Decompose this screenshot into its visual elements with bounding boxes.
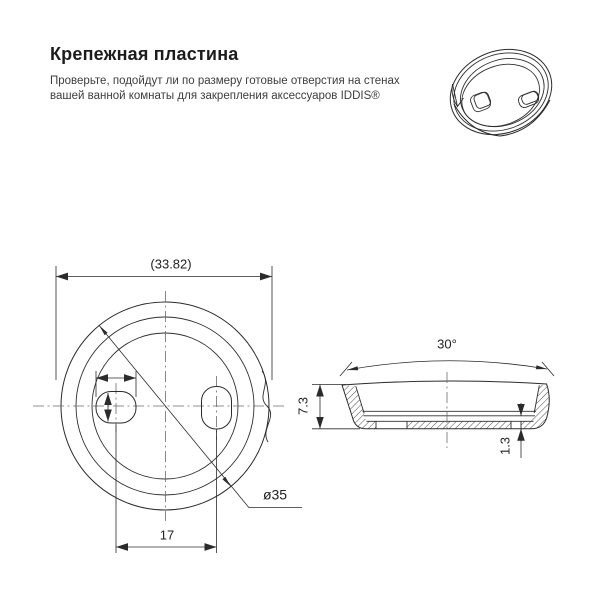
bottom-section (407, 421, 511, 429)
top-surface (342, 381, 547, 385)
left-wall-section (342, 385, 376, 429)
hole-spacing-label: 17 (159, 527, 175, 543)
subtitle-line-1: Проверьте, подойдут ли по размеру готовые отверстия на стенах (50, 75, 400, 87)
overall-width-label: (33.82) (150, 256, 192, 271)
height-label: 7.3 (295, 396, 311, 416)
side-section-view (312, 361, 554, 458)
subtitle-line-2: вашей ванной комнаты для закрепления аксессуаров IDDIS® (50, 90, 380, 102)
plate-3d-illustration (438, 35, 564, 149)
diameter-label: ø35 (262, 486, 288, 503)
angle-label: 30° (437, 336, 457, 352)
page-title: Крепежная пластина (50, 44, 239, 64)
hole-3d-left (469, 91, 492, 113)
thickness-label: 1.3 (497, 436, 513, 456)
front-view (33, 266, 302, 553)
diameter-dimension (99, 326, 302, 508)
overall-dimension (56, 266, 272, 380)
